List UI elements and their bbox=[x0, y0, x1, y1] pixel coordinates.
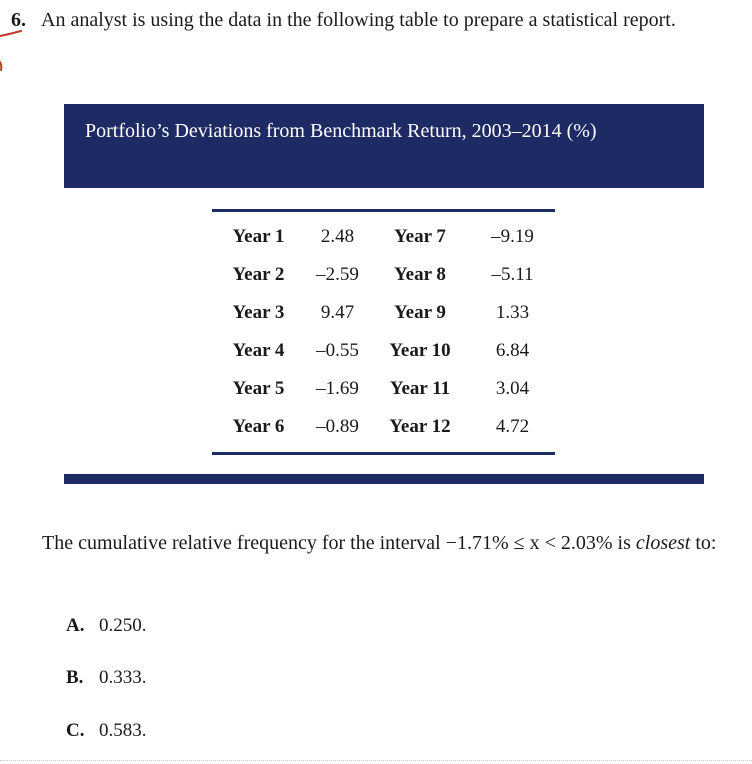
table-row bbox=[212, 408, 555, 454]
answer-option-c[interactable] bbox=[66, 719, 147, 743]
deviation-value-cell: –5.11 bbox=[491, 264, 534, 285]
table-title-banner bbox=[64, 104, 704, 188]
question-stem: An analyst is using the data in the following table to prepare a statistical report. bbox=[41, 9, 676, 31]
question-block bbox=[11, 5, 736, 36]
year-cell: Year 12 bbox=[389, 416, 451, 437]
question-number: 6. bbox=[11, 9, 26, 31]
prompt-text-after: to: bbox=[690, 532, 717, 554]
option-letter: B. bbox=[66, 667, 84, 688]
table-row bbox=[212, 294, 555, 332]
option-letter: A. bbox=[66, 615, 85, 636]
deviation-value-cell: 2.48 bbox=[320, 226, 355, 247]
answer-option-a[interactable] bbox=[66, 614, 147, 638]
table-title: Portfolio’s Deviations from Benchmark Return, 2003–2014 (%) bbox=[85, 120, 597, 142]
year-cell: Year 7 bbox=[394, 226, 446, 247]
table-row bbox=[212, 370, 555, 408]
page-bottom-divider bbox=[0, 760, 752, 761]
deviation-value-cell: 1.33 bbox=[495, 302, 530, 323]
year-cell: Year 8 bbox=[394, 264, 446, 285]
deviation-value-cell: 3.04 bbox=[495, 378, 530, 399]
deviation-value-cell: –0.89 bbox=[316, 416, 359, 437]
option-text: 0.250. bbox=[99, 615, 147, 636]
option-text: 0.583. bbox=[99, 720, 147, 741]
deviation-value-cell: 4.72 bbox=[495, 416, 530, 437]
table-bottom-bar bbox=[64, 474, 704, 484]
deviation-value-cell: –1.69 bbox=[316, 378, 359, 399]
prompt-emphasis: closest bbox=[635, 532, 691, 554]
year-cell: Year 4 bbox=[232, 340, 285, 361]
question-prompt bbox=[42, 527, 729, 560]
year-cell: Year 1 bbox=[232, 226, 285, 247]
table-row bbox=[212, 211, 555, 257]
deviation-value-cell: –0.55 bbox=[316, 340, 359, 361]
deviation-value-cell: –2.59 bbox=[316, 264, 359, 285]
year-cell: Year 5 bbox=[232, 378, 285, 399]
table-row bbox=[212, 332, 555, 370]
deviation-value-cell: 9.47 bbox=[320, 302, 355, 323]
answer-option-b[interactable] bbox=[66, 666, 147, 690]
year-cell: Year 6 bbox=[232, 416, 285, 437]
deviations-table bbox=[212, 209, 555, 455]
year-cell: Year 9 bbox=[394, 302, 446, 323]
option-text: 0.333. bbox=[99, 667, 147, 688]
year-cell: Year 11 bbox=[389, 378, 451, 399]
table-row bbox=[212, 256, 555, 294]
option-letter: C. bbox=[66, 720, 85, 741]
year-cell: Year 2 bbox=[232, 264, 285, 285]
deviation-value-cell: –9.19 bbox=[491, 226, 534, 247]
deviation-value-cell: 6.84 bbox=[495, 340, 530, 361]
year-cell: Year 3 bbox=[232, 302, 285, 323]
prompt-text-before: The cumulative relative frequency for the interval −1.71% ≤ x < 2.03% is bbox=[42, 532, 636, 554]
red-pen-mark-icon bbox=[0, 28, 22, 73]
year-cell: Year 10 bbox=[389, 340, 451, 361]
